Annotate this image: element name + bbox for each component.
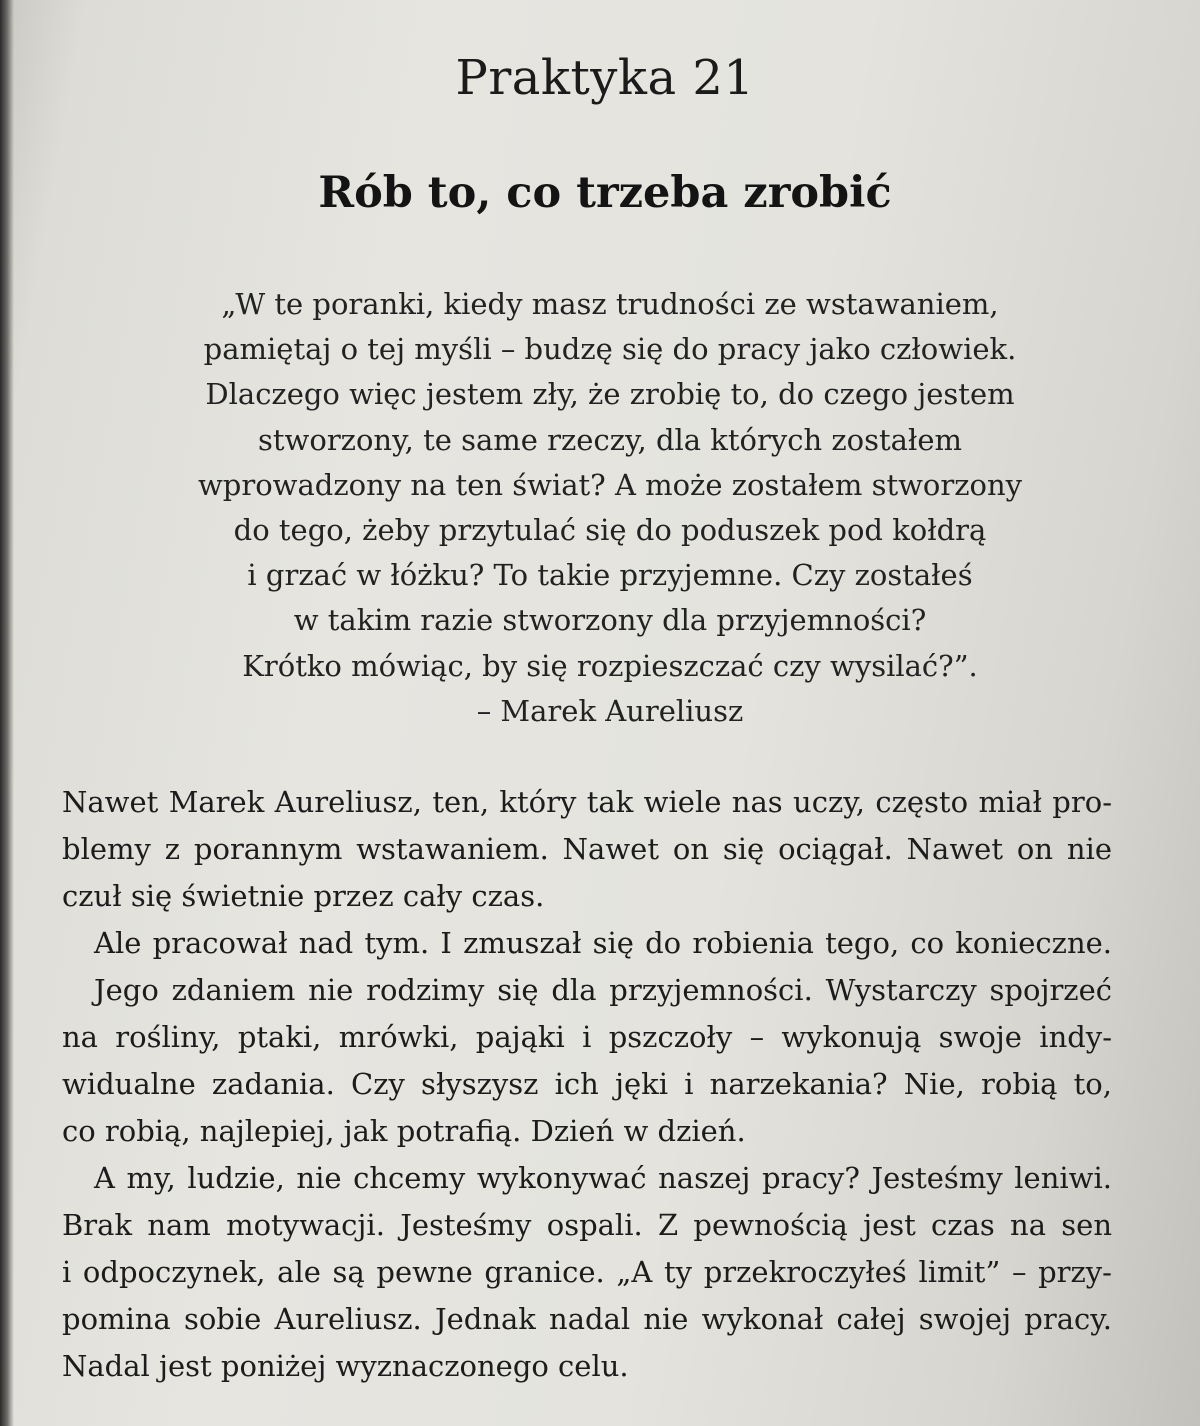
body-text xyxy=(62,779,1112,1390)
body-line: i odpoczynek, ale są pewne granice. „A ty przekroczyłeś limit” – przy- xyxy=(62,1255,1112,1289)
quote-line: Dlaczego więc jestem zły, że zrobię to, do czego jestem xyxy=(205,377,1015,412)
quote-line: pamiętaj o tej myśli – budzę się do pracy jako człowiek. xyxy=(203,332,1017,367)
quote-line: do tego, żeby przytulać się do poduszek pod kołdrą xyxy=(233,513,987,548)
body-line: widualne zadania. Czy słyszysz ich jęki i narzekania? Nie, robią to, xyxy=(62,1067,1112,1101)
chapter-number: Praktyka 21 xyxy=(455,50,755,106)
body-line: A my, ludzie, nie chcemy wykonywać naszej pracy? Jesteśmy leniwi. xyxy=(94,1161,1112,1195)
quote-author: – Marek Aureliusz xyxy=(476,693,744,728)
body-line: na rośliny, ptaki, mrówki, pająki i pszczoły – wykonują swoje indy- xyxy=(62,1020,1112,1054)
quote-line: i grzać w łóżku? To takie przyjemne. Czy zostałeś xyxy=(247,558,973,593)
body-line: Jego zdaniem nie rodzimy się dla przyjemności. Wystarczy spojrzeć xyxy=(94,973,1112,1007)
quote-line: w takim razie stworzony dla przyjemności? xyxy=(293,603,927,638)
body-line: Brak nam motywacji. Jesteśmy ospali. Z pewnością jest czas na sen xyxy=(62,1208,1112,1242)
body-line: Nawet Marek Aureliusz, ten, który tak wiele nas uczy, często miał pro- xyxy=(62,785,1112,819)
body-line: blemy z porannym wstawaniem. Nawet on się ociągał. Nawet on nie xyxy=(62,832,1112,866)
body-line: czuł się świetnie przez cały czas. xyxy=(62,879,545,913)
epigraph-quote xyxy=(110,282,1110,734)
body-line: pomina sobie Aureliusz. Jednak nadal nie wykonał całej swojej pracy. xyxy=(62,1302,1112,1336)
quote-line: „W te poranki, kiedy masz trudności ze wstawaniem, xyxy=(221,287,999,321)
quote-line: stworzony, te same rzeczy, dla których zostałem xyxy=(258,422,962,457)
body-line: Ale pracował nad tym. I zmuszał się do robienia tego, co konieczne. xyxy=(94,926,1112,960)
quote-line: Krótko mówiąc, by się rozpieszczać czy wysilać?”. xyxy=(242,648,978,683)
body-line: co robią, najlepiej, jak potrafią. Dzień w dzień. xyxy=(62,1114,746,1148)
quote-line: wprowadzony na ten świat? A może zostałem stworzony xyxy=(197,467,1023,502)
chapter-title: Rób to, co trzeba zrobić xyxy=(318,168,892,218)
body-line: Nadal jest poniżej wyznaczonego celu. xyxy=(62,1349,629,1383)
